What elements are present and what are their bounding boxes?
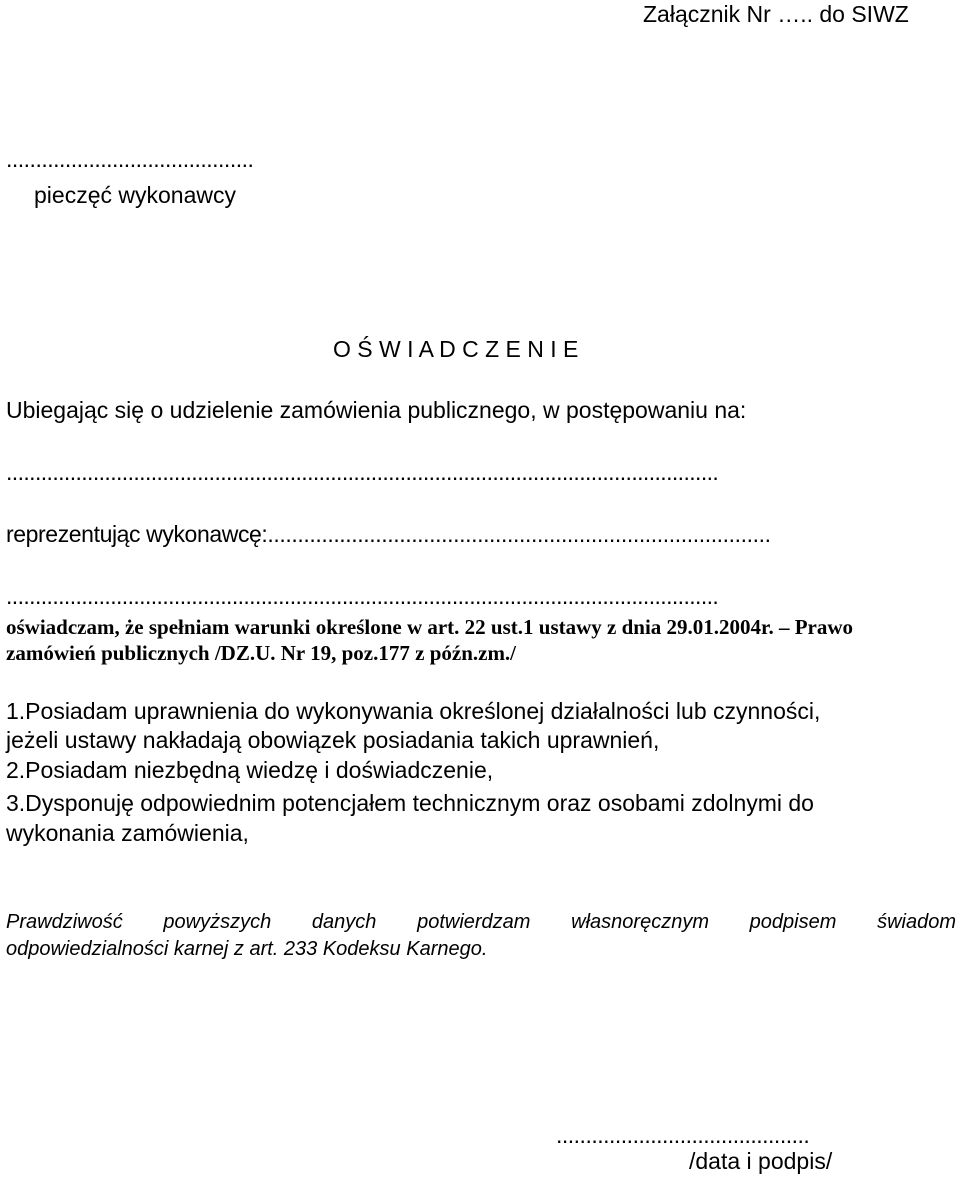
stamp-dots: .......................................... [6, 146, 254, 172]
confirmation-line-1: Prawdziwość powyższych danych potwierdzam własnoręcznym podpisem świadom [6, 911, 956, 933]
stamp-label: pieczęć wykonawcy [34, 182, 236, 208]
intro-dots-2: ........................................................................................................................... [6, 583, 719, 609]
point-1-line-1: 1.Posiadam uprawnienia do wykonywania określonej działalności lub czynności, [6, 698, 821, 724]
attachment-header: Załącznik Nr ….. do SIWZ [643, 1, 909, 27]
signature-dots: ........................................... [556, 1122, 810, 1148]
point-3-line-2: wykonania zamówienia, [6, 820, 249, 846]
signature-label: /data i podpis/ [689, 1148, 833, 1174]
point-3-line-1: 3.Dysponuję odpowiednim potencjałem technicznym oraz osobami zdolnymi do [6, 790, 814, 816]
intro-line: Ubiegając się o udzielenie zamówienia publicznego, w postępowaniu na: [6, 397, 747, 423]
point-1-line-2: jeżeli ustawy nakładają obowiązek posiadania takich uprawnień, [6, 727, 660, 753]
declaration-line-1: oświadczam, że spełniam warunki określone w art. 22 ust.1 ustawy z dnia 29.01.2004r. – Prawo [6, 615, 854, 639]
intro-dots-1: ........................................................................................................................... [6, 459, 719, 485]
representing-line: reprezentując wykonawcę:.................................................................................... [6, 521, 771, 547]
point-2: 2.Posiadam niezbędną wiedzę i doświadczenie, [6, 757, 494, 783]
declaration-line-2: zamówień publicznych /DZ.U. Nr 19, poz.177 z późn.zm./ [6, 641, 517, 665]
document-title: O Ś W I A D C Z E N I E [333, 336, 579, 362]
confirmation-line-2: odpowiedzialności karnej z art. 233 Kodeksu Karnego. [6, 938, 488, 960]
